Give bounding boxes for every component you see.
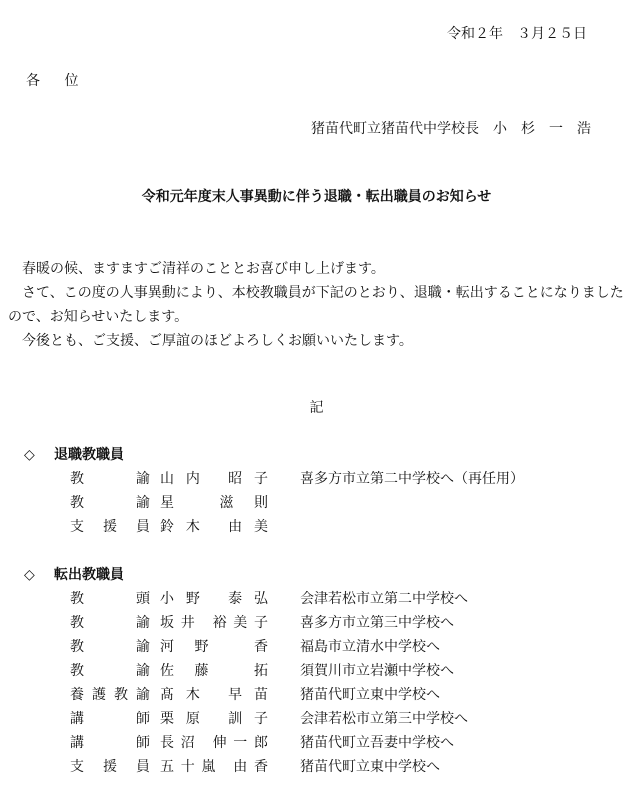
staff-title: 支援員 bbox=[70, 519, 150, 535]
staff-destination: 会津若松市立第三中学校へ bbox=[300, 711, 468, 727]
document-date: 令和２年 ３月２５日 bbox=[447, 26, 587, 42]
sender: 猪苗代町立猪苗代中学校長 小 杉 一 浩 bbox=[311, 121, 591, 137]
staff-title: 教諭 bbox=[70, 615, 150, 631]
staff-name: 坂井 裕美子 bbox=[160, 615, 268, 631]
staff-title: 教諭 bbox=[70, 639, 150, 655]
staff-name: 星 滋則 bbox=[160, 495, 268, 511]
staff-name: 鈴木 由美 bbox=[160, 519, 268, 535]
staff-title: 養護教諭 bbox=[70, 687, 150, 703]
ki-heading: 記 bbox=[309, 400, 324, 416]
section-transferring-heading bbox=[24, 568, 124, 582]
staff-title: 教頭 bbox=[70, 591, 150, 607]
staff-destination: 喜多方市立第三中学校へ bbox=[300, 615, 454, 631]
notice-paragraph: さて、この度の人事異動により、本校教職員が下記のとおり、退職・転出することになりましたので、お知らせいたします。 bbox=[8, 285, 624, 325]
staff-title: 講師 bbox=[70, 735, 150, 751]
greeting-paragraph: 春暖の候、ますますご清祥のこととお喜び申し上げます。 bbox=[22, 261, 385, 277]
staff-destination: 須賀川市立岩瀬中学校へ bbox=[300, 663, 454, 679]
staff-destination: 会津若松市立第二中学校へ bbox=[300, 591, 468, 607]
staff-destination: 福島市立清水中学校へ bbox=[300, 639, 440, 655]
staff-destination: 猪苗代町立東中学校へ bbox=[300, 759, 440, 775]
section-heading-label: 退職教職員 bbox=[54, 447, 124, 463]
staff-name: 河野 香 bbox=[160, 639, 268, 655]
closing-paragraph: 今後とも、ご支援、ご厚誼のほどよろしくお願いいたします。 bbox=[22, 333, 413, 349]
staff-title: 教諭 bbox=[70, 495, 150, 511]
staff-title: 講師 bbox=[70, 711, 150, 727]
staff-name: 栗原 訓子 bbox=[160, 711, 268, 727]
addressee: 各 位 bbox=[26, 73, 89, 89]
document-title: 令和元年度末人事異動に伴う退職・転出職員のお知らせ bbox=[141, 189, 492, 205]
section-heading-label: 転出教職員 bbox=[54, 567, 124, 583]
staff-destination: 喜多方市立第二中学校へ（再任用） bbox=[300, 471, 524, 487]
staff-title: 支援員 bbox=[70, 759, 150, 775]
staff-name: 山内 昭子 bbox=[160, 471, 268, 487]
staff-title: 教諭 bbox=[70, 663, 150, 679]
staff-name: 長沼 伸一郎 bbox=[160, 735, 268, 751]
section-retiring-heading bbox=[24, 448, 124, 462]
staff-destination: 猪苗代町立東中学校へ bbox=[300, 687, 440, 703]
diamond-icon: ◇ bbox=[24, 567, 35, 583]
staff-name: 佐藤 拓 bbox=[160, 663, 268, 679]
staff-destination: 猪苗代町立吾妻中学校へ bbox=[300, 735, 454, 751]
staff-name: 小野 泰弘 bbox=[160, 591, 268, 607]
staff-name: 五十嵐 由香 bbox=[160, 759, 268, 775]
staff-title: 教諭 bbox=[70, 471, 150, 487]
diamond-icon: ◇ bbox=[24, 447, 35, 463]
staff-name: 髙木 早苗 bbox=[160, 687, 268, 703]
